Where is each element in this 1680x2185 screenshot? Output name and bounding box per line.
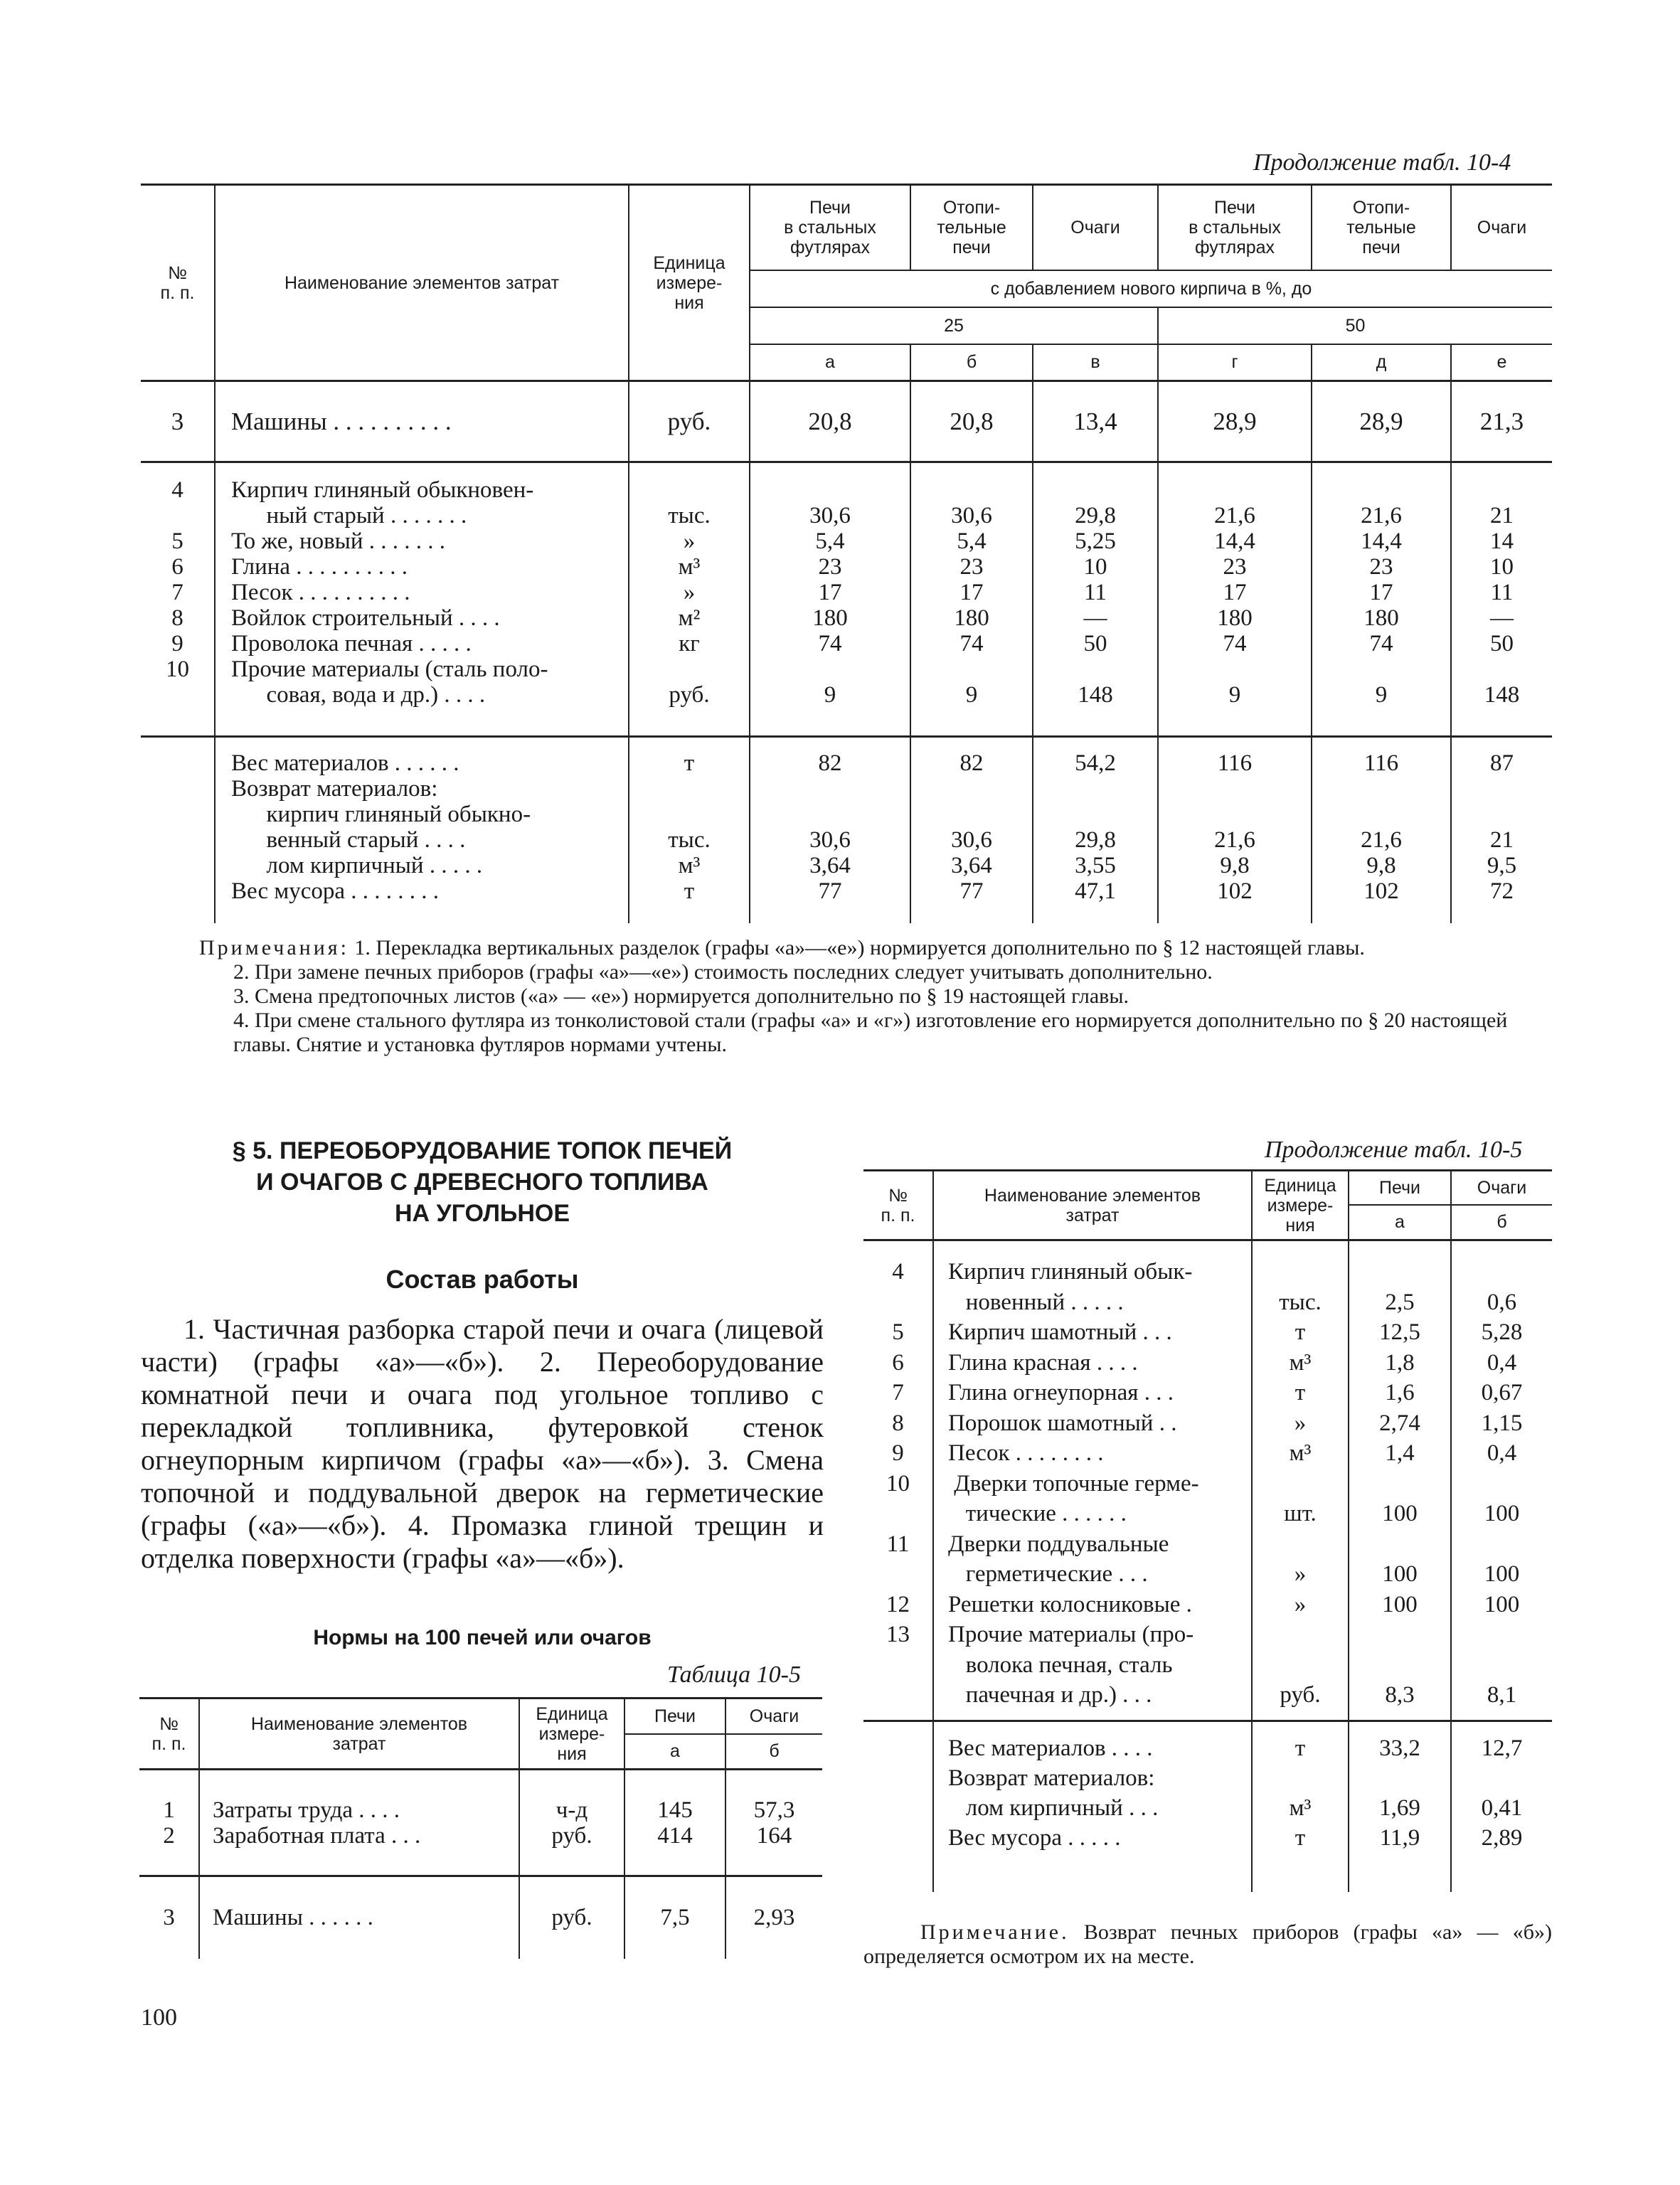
letter-d: д	[1312, 344, 1451, 381]
row-units: тыс. т м³ т » м³ шт. » » руб.	[1252, 1240, 1349, 1721]
col-values-b: 82 30,6 3,64 77	[910, 737, 1033, 923]
col-header-a: Печи в стальных футлярах	[750, 185, 910, 270]
subheader-brick-percent: с добавлением нового кирпича в %, до	[750, 270, 1552, 307]
section-body: 1. Частичная разборка старой печи и очага (лицевой части) (графы «а»—«б»). 2. Переоборудование комнатной печи и очага под угольное топливо с перекладкой топливника, футеровкой стенок огнеупорным кирпичом (графы «а»—«б»). 3. Смена топочной и поддувальной дверок на герметические (графы («а»—«б»). 4. Промазка глиной трещин и отделка поверхности (графы «а»—«б»).	[141, 1313, 824, 1574]
col-header-no: № п. п.	[141, 185, 215, 381]
row-numbers: 4 5 6 7 8 9 10 11 12 13	[863, 1240, 933, 1721]
section-subtitle: Состав работы	[386, 1265, 579, 1294]
row-unit: руб.	[629, 381, 750, 462]
col-values-b: 57,3 164	[753, 1797, 795, 1849]
col-header-e: Очаги	[1477, 217, 1527, 238]
row-number: 3	[141, 381, 215, 462]
letter-v: в	[1033, 344, 1158, 381]
col-header-unit: Единица измере- ния	[1252, 1171, 1349, 1240]
col-values-a: 145 414	[624, 1770, 725, 1876]
table-10-4	[141, 184, 1552, 923]
col-header-b: Отопи- тельные печи	[910, 185, 1033, 270]
row-units: т тыс. м³ т	[629, 737, 750, 923]
row-names: Затраты труда . . . . Заработная плата . . .	[199, 1770, 519, 1876]
col-values-d: 21,6 14,4 23 17 180 74 9	[1312, 462, 1451, 737]
col-header-no: № п. п.	[863, 1171, 933, 1240]
row-numbers: 4 5 6 7 8 9 10	[141, 462, 215, 737]
row-name: Машины . . . . . . . . . .	[215, 381, 629, 462]
col-header-pechi: Печи	[624, 1698, 725, 1734]
table-row-group	[141, 462, 1552, 737]
col-header-name: Наименование элементов затрат	[933, 1171, 1252, 1240]
row-value-a: 7,5	[624, 1876, 725, 1959]
table-10-5-label: Таблица 10-5	[667, 1662, 801, 1688]
letter-b: б	[910, 344, 1033, 381]
row-value-b: 2,93	[753, 1904, 795, 1930]
letter-b: б	[769, 1741, 780, 1762]
col-values-b: 0,6 5,28 0,4 0,67 1,15 0,4 100 100 100 8,1	[1481, 1289, 1523, 1708]
letter-b: б	[1496, 1212, 1507, 1233]
col-values-a: 30,6 5,4 23 17 180 74 9	[750, 462, 910, 737]
letter-e: е	[1496, 352, 1507, 373]
row-units: ч-д руб.	[519, 1770, 624, 1876]
col-header-ochagi: Очаги	[1451, 1171, 1552, 1205]
table-row-group	[141, 737, 1552, 923]
col-values-e: 21 14 10 11 — 50 148	[1484, 503, 1520, 708]
col-values-d: 116 21,6 9,8 102	[1312, 737, 1451, 923]
table-10-4-continuation-label: Продолжение табл. 10-4	[1253, 149, 1511, 176]
note-1-text: 1. Перекладка вертикальных разделок (графы «а»—«е») нормируется дополнительно по § 12 настоящей главы.	[354, 936, 1365, 959]
table-10-5-continuation	[863, 1169, 1552, 1892]
col-values-v: 29,8 5,25 10 11 — 50 148	[1033, 462, 1158, 737]
row-names: Кирпич глиняный обыкновен- ный старый . . . . . . . То же, новый . . . . . . . Глина . . . . . . . . . . Песок . . . . . . . . . . Войлок строительный . . . . Проволока печная . . . . . Прочие материалы (сталь поло- совая, вода и др.) . . . .	[215, 462, 629, 737]
note-2: 2. При замене печных приборов (графы «а»—«е») стоимость последних следует учитывать дополнительно.	[233, 960, 1213, 984]
page-number: 100	[141, 2004, 177, 2031]
row-value-g: 28,9	[1158, 381, 1312, 462]
table-row	[139, 1876, 822, 1959]
table-row-group	[863, 1240, 1552, 1721]
row-units: т м³ т	[1252, 1721, 1349, 1892]
col-values-v: 54,2 29,8 3,55 47,1	[1033, 737, 1158, 923]
row-value-v: 13,4	[1033, 381, 1158, 462]
norms-title: Нормы на 100 печей или очагов	[313, 1626, 652, 1649]
row-names: Вес материалов . . . . Возврат материалов: лом кирпичный . . . Вес мусора . . . . .	[933, 1721, 1252, 1892]
letter-a: а	[624, 1734, 725, 1770]
table-row-group	[139, 1770, 822, 1876]
table-row-group	[863, 1721, 1552, 1892]
table-10-5-note	[863, 1920, 1552, 1969]
row-units: тыс. » м³ » м² кг руб.	[629, 462, 750, 737]
col-values-b: 12,7 0,41 2,89	[1481, 1735, 1523, 1851]
note-label: Примечание.	[920, 1920, 1070, 1944]
col-header-pechi: Печи	[1349, 1171, 1451, 1205]
row-names: Кирпич глиняный обык- новенный . . . . . Кирпич шамотный . . . Глина красная . . . . Глина огнеупорная . . . Порошок шамотный . . Песок . . . . . . . . Дверки топочные герме- тические . . . . . . Дверки поддувальные герметические . . . Решетки колосниковые . Прочие материалы (про- волока печная, сталь пачечная и др.) . . .	[933, 1240, 1252, 1721]
letter-a: а	[1349, 1205, 1451, 1240]
note-text: Возврат печных приборов (графы «а» — «б») определяется осмотром их на месте.	[863, 1920, 1552, 1968]
empty-cell	[141, 737, 215, 923]
row-name: Машины . . . . . .	[199, 1876, 519, 1959]
table-10-5-continuation-label: Продолжение табл. 10-5	[1265, 1137, 1523, 1163]
note-3: 3. Смена предтопочных листов («а» — «е») нормируется дополнительно по § 19 настоящей главы.	[233, 984, 1129, 1008]
col-header-name: Наименование элементов затрат	[199, 1698, 519, 1770]
row-value-d: 28,9	[1312, 381, 1451, 462]
col-values-a: 33,2 1,69 11,9	[1349, 1721, 1451, 1892]
row-names: Вес материалов . . . . . . Возврат материалов: кирпич глиняный обыкно- венный старый . . . . лом кирпичный . . . . . Вес мусора . . . . . . . .	[215, 737, 629, 923]
table-10-4-notes	[199, 936, 1551, 1057]
col-header-ochagi: Очаги	[725, 1698, 822, 1734]
subheader-50: 50	[1158, 307, 1552, 344]
col-values-g: 116 21,6 9,8 102	[1158, 737, 1312, 923]
row-value-e: 21,3	[1479, 407, 1524, 435]
row-numbers: 1 2	[139, 1770, 199, 1876]
row-unit: руб.	[519, 1876, 624, 1959]
section-title: § 5. ПЕРЕОБОРУДОВАНИЕ ТОПОК ПЕЧЕЙ И ОЧАГОВ С ДРЕВЕСНОГО ТОПЛИВА НА УГОЛЬНОЕ	[232, 1137, 733, 1227]
table-row	[141, 381, 1552, 462]
row-value-a: 20,8	[750, 381, 910, 462]
row-value-b: 20,8	[910, 381, 1033, 462]
col-header-d: Отопи- тельные печи	[1312, 185, 1451, 270]
note-4: 4. При смене стального футляра из тонколистовой стали (графы «а» и «г») изготовление его нормируется дополнительно по § 20 настоящей главы. Снятие и установка футляров нормами учтены.	[233, 1009, 1508, 1056]
col-header-g: Печи в стальных футлярах	[1158, 185, 1312, 270]
empty-cell	[863, 1721, 933, 1892]
col-header-unit: Единица измере- ния	[629, 185, 750, 381]
col-values-g: 21,6 14,4 23 17 180 74 9	[1158, 462, 1312, 737]
note-1	[199, 936, 1551, 960]
col-values-a: 82 30,6 3,64 77	[750, 737, 910, 923]
row-number: 3	[139, 1876, 199, 1959]
col-values-a: 2,5 12,5 1,8 1,6 2,74 1,4 100 100 100 8,3	[1349, 1240, 1451, 1721]
col-header-name: Наименование элементов затрат	[215, 185, 629, 381]
subheader-25: 25	[750, 307, 1158, 344]
letter-a: а	[750, 344, 910, 381]
col-header-unit: Единица измере- ния	[519, 1698, 624, 1770]
letter-g: г	[1158, 344, 1312, 381]
col-header-v: Очаги	[1033, 185, 1158, 270]
col-values-b: 30,6 5,4 23 17 180 74 9	[910, 462, 1033, 737]
table-10-5	[139, 1697, 822, 1959]
col-values-e: 87 21 9,5 72	[1487, 750, 1517, 904]
notes-label: Примечания:	[199, 936, 349, 959]
col-header-no: № п. п.	[139, 1698, 199, 1770]
